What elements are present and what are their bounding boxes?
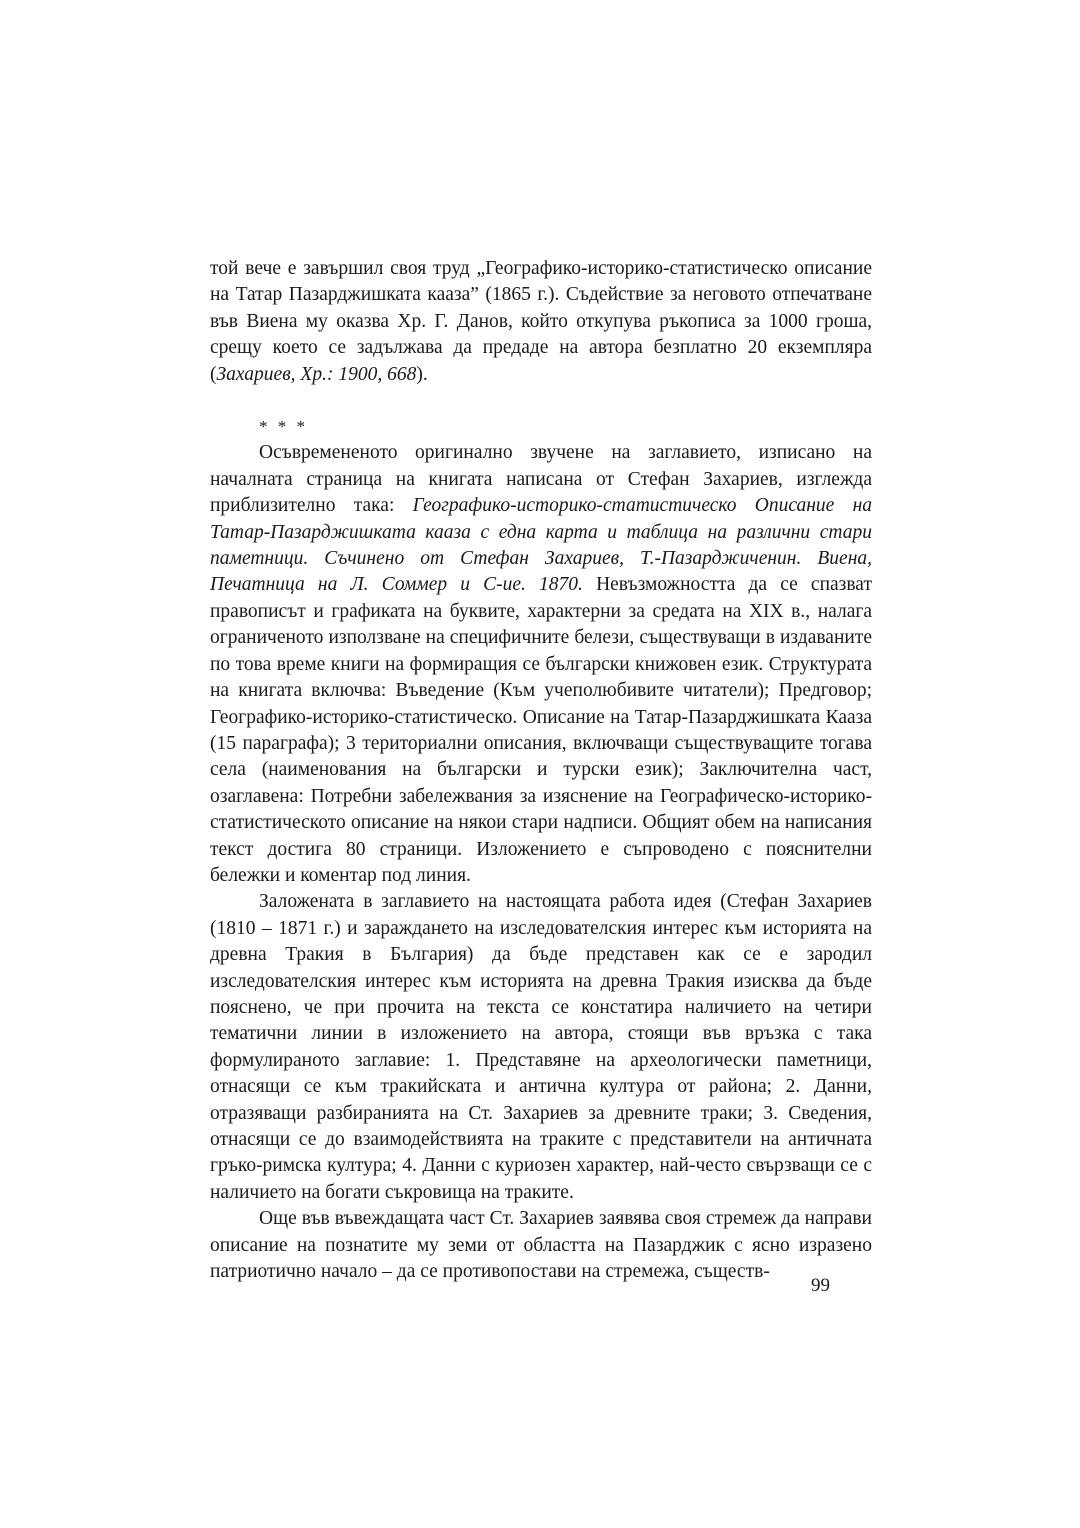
body-text (210, 256, 872, 1285)
paragraph-2 (210, 440, 872, 889)
paragraph-1-end: ). (416, 363, 428, 385)
citation: Захариев, Хр.: 1900, 668 (216, 363, 417, 385)
paragraph-2-intro: Осъвремененото оригинално звучене на заглавието, изписано на началната страница на книгата написана от Стефан Захариев, изглежда приблизително така: (210, 442, 872, 517)
book-title-italic: Географико-историко-статистическо Описание на Татар-Пазарджишката кааза с една карта и таблица на различни стари паметници. Съчинено от Стефан Захариев, Т.-Пазарджиченин. Виена, Печатница на Л. Соммер и С-ие. 1870. (210, 495, 873, 596)
paragraph-2-body: Невъзможността да се спазват правописът и графиката на буквите, характерни за средата на XIX в., налага ограниченото използване на специфичните белези, съществуващи в издаваните по това време книги на формиращия се български книжовен език. Структурата на книгата включва: Въведение (Към учеполюбивите читатели); Предговор; Географико-историко-статистическо. Описание на Татар-Пазарджишката Кааза (15 параграфа); 3 териториални описания, включващи съществуващите тогава села (наименования на български и турски език); Заключителна част, озаглавена: Потребни забележвания за изяснение на Географическо-историко-статистическото описание на някои стари надписи. Общият обем на написания текст достига 80 страници. Изложението е съпроводено с пояснителни бележки и коментар под линия. (210, 574, 872, 886)
paragraph-1 (210, 256, 872, 388)
paragraph-1-text: той вече е завършил своя труд „Географико-историко-статистическо описание на Татар Пазарджишката кааза” (1865 г.). Съдействие за неговото отпечатване във Виена му оказва Хр. Г. Данов, който откупува ръкописа за 1000 гроша, срещу което се задължава да предаде на автора безплатно 20 екземпляра ( (210, 258, 872, 385)
section-separator: * * * (259, 417, 308, 437)
page-number: 99 (811, 1275, 830, 1296)
paragraph-3: Заложената в заглавието на настоящата работа идея (Стефан Захариев (1810 – 1871 г.) и зараждането на изследователския интерес към историята на древна Тракия в България) да бъде представен как се е зародил изследователския интерес към историята на древна Тракия изисква да бъде пояснено, че при прочита на текста се констатира наличието на четири тематични линии в изложението на автора, стоящи във връзка с така формулираното заглавие: 1. Представяне на археологически паметници, отнасящи се към тракийската и антична култура от района; 2. Данни, отразяващи разбиранията на Ст. Захариев за древните траки; 3. Сведения, отнасящи се до взаимодействията на траките с представители на античната гръко-римска култура; 4. Данни с куриозен характер, най-често свързващи се с наличието на богати съкровища на траките. (210, 891, 872, 1203)
paragraph-4: Още във въвеждащата част Ст. Захариев заявява своя стремеж да направи описание на познатите му земи от областта на Пазарджик с ясно изразено патриотично начало – да се противопостави на стремежа, съществ- (210, 1208, 872, 1283)
